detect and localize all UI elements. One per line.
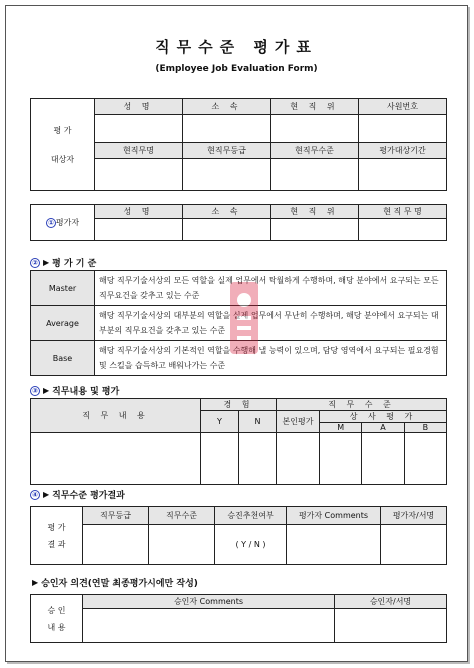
experience-header: 경 험	[201, 399, 277, 411]
evaluator-department-field[interactable]	[183, 219, 271, 241]
result-header-promotion: 승진추천여부	[215, 507, 287, 525]
result-header-comments: 평가자 Comments	[287, 507, 381, 525]
approver-table	[30, 594, 447, 643]
approver-sign-header: 승인자/서명	[335, 595, 447, 609]
promotion-yn-field[interactable]: ( Y / N )	[215, 525, 287, 565]
evaluatee-table	[30, 98, 447, 191]
section-job-content-heading	[30, 384, 119, 397]
result-table	[30, 506, 447, 565]
header-current-job: 현직무명	[95, 143, 183, 159]
section-badge-2: ②	[30, 258, 40, 268]
section-badge-1: ①	[46, 218, 56, 228]
approver-row-label	[31, 595, 83, 643]
job-content-header: 직 무 내 용	[31, 399, 201, 433]
level-b-header: B	[404, 423, 446, 433]
self-eval-field[interactable]	[277, 433, 320, 485]
criteria-level-base: Base	[31, 341, 95, 376]
approver-label-1: 승 인	[47, 605, 66, 615]
experience-no-field[interactable]	[239, 433, 277, 485]
form-subtitle: (Employee Job Evaluation Form)	[155, 64, 318, 74]
section-result-heading	[30, 488, 125, 501]
evaluatee-label-2: 대상자	[50, 154, 75, 164]
current-job-field[interactable]	[95, 159, 183, 191]
evaluatee-label-1: 평 가	[53, 125, 72, 135]
level-m-field[interactable]	[320, 433, 362, 485]
criteria-level-average: Average	[31, 306, 95, 341]
header-department: 소 속	[183, 99, 271, 115]
department-field[interactable]	[183, 115, 271, 143]
evaluator-comments-field[interactable]	[287, 525, 381, 565]
evaluation-form-page	[5, 5, 468, 662]
approver-heading-text: 승인자 의견(연말 최종평가시에만 작성)	[41, 579, 198, 589]
arrow-right-icon: ▶	[43, 490, 50, 499]
criteria-level-master: Master	[31, 271, 95, 306]
section-approver-heading	[32, 576, 198, 589]
job-content-table	[30, 398, 447, 485]
criteria-desc-master: 해당 직무기술서상의 모든 역할을 실제 업무에서 탁월하게 수행하며, 해당 분야에서 요구되는 모든 직무요건을 갖추고 있는 수준	[95, 271, 447, 306]
job-content-field[interactable]	[31, 433, 201, 485]
result-row-label	[31, 507, 83, 565]
position-field[interactable]	[271, 115, 359, 143]
result-header-level: 직무수준	[149, 507, 215, 525]
supervisor-eval-header: 상 사 평 가	[320, 411, 447, 423]
evaluator-header-position: 현 직 위	[271, 205, 359, 219]
result-level-field[interactable]	[149, 525, 215, 565]
header-current-grade: 현직무등급	[183, 143, 271, 159]
evaluator-header-name: 성 명	[95, 205, 183, 219]
approver-label-2: 내 용	[47, 622, 66, 632]
eval-period-field[interactable]	[359, 159, 447, 191]
criteria-table	[30, 270, 447, 376]
name-field[interactable]	[95, 115, 183, 143]
result-header-signature: 평가자/서명	[381, 507, 447, 525]
header-eval-period: 평가대상기간	[359, 143, 447, 159]
evaluator-job-field[interactable]	[359, 219, 447, 241]
criteria-desc-average: 해당 직무기술서상의 대부분의 역할을 실제 업무에서 무난히 수행하며, 해당 분야에서 요구되는 대부분의 직무요건을 갖추고 있는 수준	[95, 306, 447, 341]
evaluator-name-field[interactable]	[95, 219, 183, 241]
approver-comments-field[interactable]	[83, 609, 335, 643]
form-title: 직무수준 평가표	[155, 38, 318, 56]
section-badge-4: ④	[30, 490, 40, 500]
result-grade-field[interactable]	[83, 525, 149, 565]
section-badge-3: ③	[30, 386, 40, 396]
approver-sign-field[interactable]	[335, 609, 447, 643]
level-a-field[interactable]	[362, 433, 404, 485]
current-grade-field[interactable]	[183, 159, 271, 191]
level-m-header: M	[320, 423, 362, 433]
header-current-level: 현직무수준	[271, 143, 359, 159]
evaluator-header-job: 현 직 무 명	[359, 205, 447, 219]
evaluator-position-field[interactable]	[271, 219, 359, 241]
employee-id-field[interactable]	[359, 115, 447, 143]
criteria-desc-base: 해당 직무기술서상의 기본적인 역할을 수행해 낼 능력이 있으며, 담당 영역에서 요구되는 필요경험 및 스킬을 습득하고 배워나가는 수준	[95, 341, 447, 376]
header-name: 성 명	[95, 99, 183, 115]
result-label-2: 결 과	[47, 539, 66, 549]
arrow-right-icon: ▶	[43, 386, 50, 395]
evaluator-label: 평가자	[55, 218, 80, 227]
criteria-heading-text: 평 가 기 준	[52, 259, 97, 269]
current-level-field[interactable]	[271, 159, 359, 191]
level-a-header: A	[362, 423, 404, 433]
experience-yes-field[interactable]	[201, 433, 239, 485]
self-eval-header: 본인평가	[277, 411, 320, 433]
result-heading-text: 직무수준 평가결과	[52, 491, 125, 501]
header-position: 현 직 위	[271, 99, 359, 115]
job-level-header: 직 무 수 준	[277, 399, 447, 411]
evaluator-signature-field[interactable]	[381, 525, 447, 565]
approver-comments-header: 승인자 Comments	[83, 595, 335, 609]
section-criteria-heading	[30, 256, 96, 269]
experience-no-header: N	[239, 411, 277, 433]
result-label-1: 평 가	[47, 522, 66, 532]
level-b-field[interactable]	[404, 433, 446, 485]
header-employee-id: 사원번호	[359, 99, 447, 115]
experience-yes-header: Y	[201, 411, 239, 433]
job-content-heading-text: 직무내용 및 평가	[52, 387, 120, 397]
arrow-right-icon: ▶	[43, 258, 50, 267]
evaluator-row-label	[31, 205, 95, 241]
evaluatee-row-label	[31, 99, 95, 191]
result-header-grade: 직무등급	[83, 507, 149, 525]
evaluator-header-department: 소 속	[183, 205, 271, 219]
arrow-right-icon: ▶	[32, 578, 39, 587]
evaluator-table	[30, 204, 447, 241]
